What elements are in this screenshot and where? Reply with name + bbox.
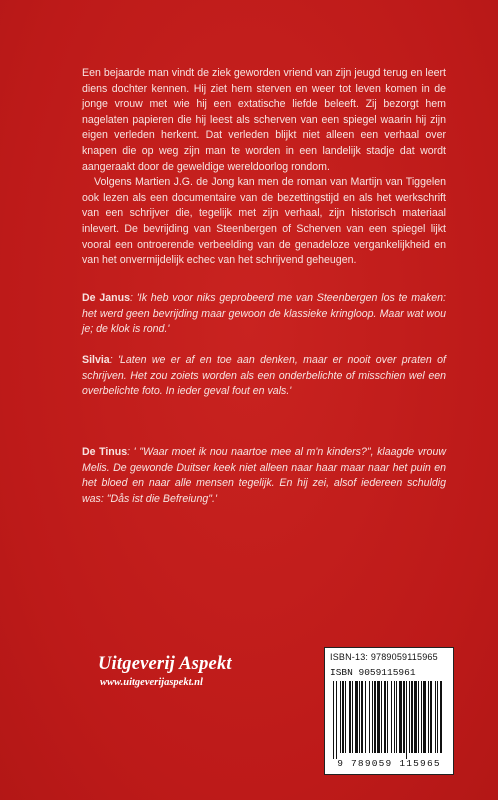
barcode-bars (331, 681, 445, 759)
quote-text: : 'Laten we er af en toe aan denken, maar er nooit over praten of schrijven. Het zou zoiets worden als een onderbelichte of misschien wel een overbelichte foto. In ieder geval fout en vals.' (82, 354, 446, 398)
isbn-barcode (324, 647, 454, 775)
blurb-paragraph-1: Een bejaarde man vindt de ziek geworden vriend van zijn jeugd terug en leert diens dochter kennen. Hij ziet hem sterven en weer tot leven komen in de jonge vrouw met wie hij een extatische liefde beleeft. Zij bezorgt hem nagelaten papieren die hij leest als scherven van een spiegel waarin hij zijn eigen verleden herkent. Dat verleden blijkt niet alleen een verhaal over knapen die op weg zijn man te worden in een landelijk stadje dat wordt aangeraakt door de geweldige wereldoorlog rondom. (82, 67, 446, 173)
quote-speaker: De Janus (82, 292, 130, 304)
blurb-paragraph-2: Volgens Martien J.G. de Jong kan men de roman van Martijn van Tiggelen ook lezen als een documentaire van de bezettingstijd en als het werkschrift van een schrijver die, tegelijk met zijn verhaal, zijn historisch materiaal inlevert. De bevrijding van Steenbergen of Scherven van een spiegel lijkt vooral een ontroerende verbeelding van de genadeloze vergankelijkheid en van het onvermijdelijk echec van het schrijvend geheugen. (82, 176, 446, 267)
quote-speaker: De Tinus (82, 446, 128, 458)
barcode-digits: 9 789059 115965 (337, 758, 441, 769)
quote-text: : ' "Waar moet ik nou naartoe mee al m'n kinders?", klaagde vrouw Melis. De gewonde Duitser keek niet alleen naar haar maar naar het puin en het bloed en naar alle mensen tegelijk. En hij zei, alsof iedereen schuldig was: "Dås ist die Befreiung".' (82, 446, 446, 505)
isbn13-label: ISBN-13: 9789059115965 (330, 652, 438, 662)
quote-de-janus (82, 291, 446, 338)
isbn10-label: ISBN 9059115961 (330, 667, 416, 678)
blurb-text (82, 66, 446, 269)
quote-silvia (82, 353, 446, 400)
publisher-name: Uitgeverij Aspekt (98, 654, 232, 674)
quote-speaker: Silvia (82, 354, 110, 366)
quote-de-tinus (82, 445, 446, 507)
publisher-url[interactable]: www.uitgeverijaspekt.nl (100, 677, 203, 688)
quote-text: : 'Ik heb voor niks geprobeerd me van Steenbergen los te maken: het werd geen bevrijding maar gewoon de klassieke kringloop. Maar wat wou je; de klok is rond.' (82, 292, 447, 336)
